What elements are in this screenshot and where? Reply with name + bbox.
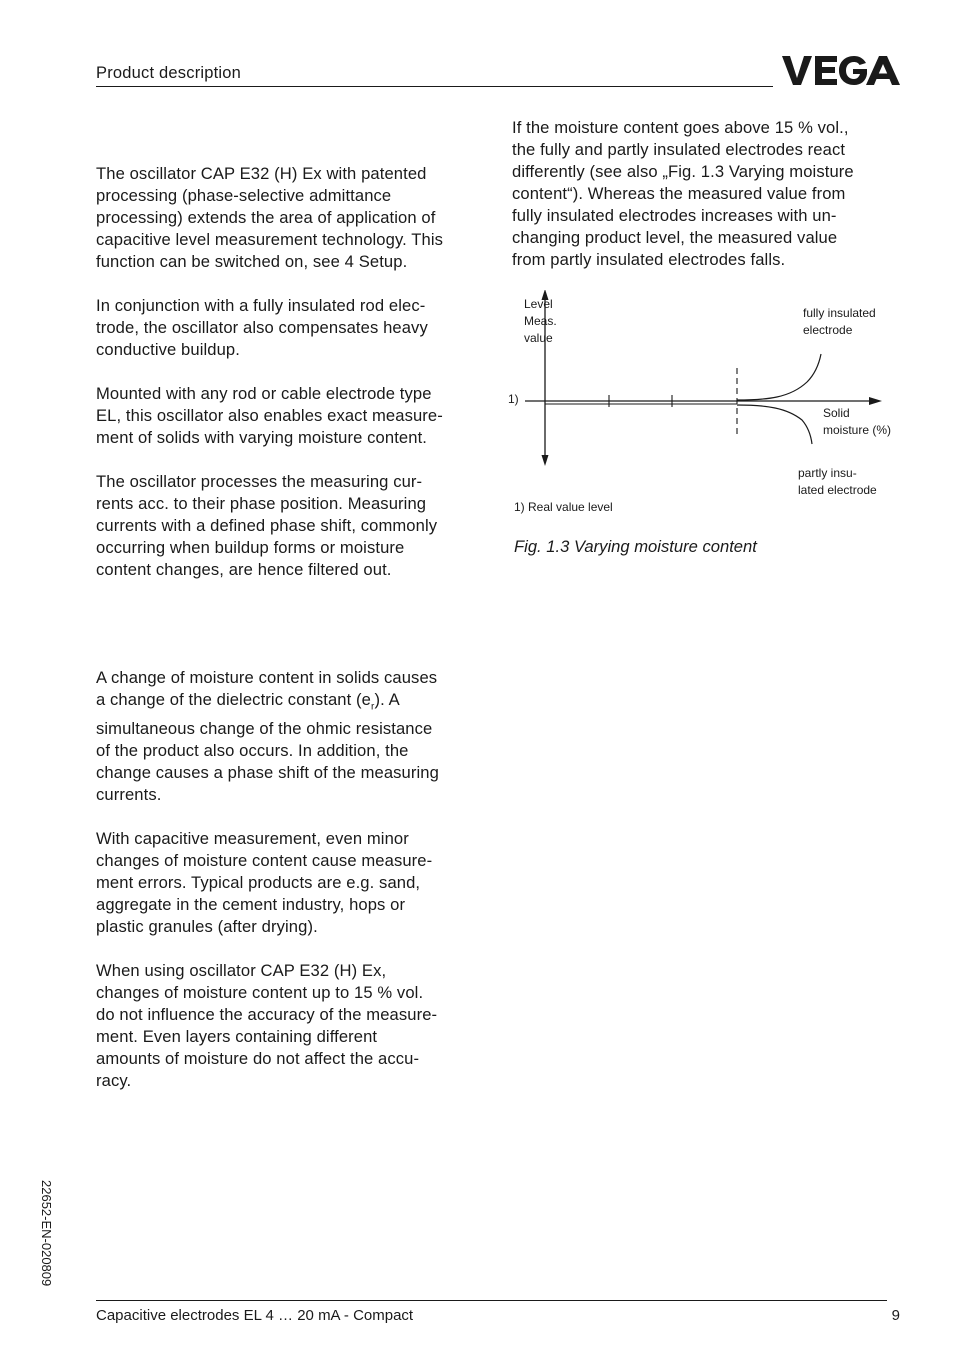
paragraph-dielectric-change bbox=[96, 667, 496, 806]
paragraph-moisture-solids: Mounted with any rod or cable electrode type EL, this oscillator also enables exact measure- ment of solids with varying moisture content. bbox=[96, 384, 443, 447]
real-value-marker: 1) bbox=[508, 392, 519, 406]
figure-footnote: 1) Real value level bbox=[514, 500, 613, 514]
dielectric-text-after: ). A simultaneous change of the ohmic resistance of the product also occurs. In addition, the change causes a phase shift of the measuring currents. bbox=[96, 690, 439, 805]
paragraph-phase-position: The oscillator processes the measuring cur- rents acc. to their phase position. Measuring currents with a defined phase shift, commonly occurring when buildup forms or moisture content changes, are hence filtered out. bbox=[96, 472, 438, 579]
fully-insulated-curve bbox=[737, 354, 821, 400]
partly-insulated-curve bbox=[737, 405, 812, 444]
paragraph-accuracy: When using oscillator CAP E32 (H) Ex, changes of moisture content up to 15 % vol. do not influence the accuracy of the measure- ment. Even layers containing different amounts of moisture do not affect the accu- racy. bbox=[96, 961, 438, 1091]
left-column bbox=[96, 163, 496, 603]
document-number bbox=[40, 1180, 54, 1300]
header-rule bbox=[96, 86, 773, 87]
figure-varying-moisture bbox=[505, 290, 915, 520]
vega-logo bbox=[782, 52, 902, 88]
partly-insulated-label: partly insu- lated electrode bbox=[798, 466, 877, 497]
right-column bbox=[512, 117, 907, 293]
dielectric-text-before: A change of moisture content in solids causes a change of the dielectric constant (e bbox=[96, 668, 438, 709]
left-column-lower bbox=[96, 667, 496, 1114]
footer-rule bbox=[96, 1300, 887, 1301]
paragraph-measurement-errors: With capacitive measurement, even minor changes of moisture content cause measure- ment errors. Typical products are e.g. sand, aggregate in the cement industry, hops or plastic granules (after drying). bbox=[96, 829, 433, 937]
y-axis-arrow-down bbox=[542, 455, 549, 466]
paragraph-phase-selective: The oscillator CAP E32 (H) Ex with patented processing (phase-selective admittance processing) extends the area of application of capacitive level measurement technology. This function can be switched on, see 4 Setup. bbox=[96, 164, 443, 271]
x-axis-arrow bbox=[869, 397, 882, 405]
fully-insulated-label: fully insulated electrode bbox=[803, 306, 876, 337]
x-axis-label: Solid moisture (%) bbox=[823, 406, 892, 437]
page-number: 9 bbox=[891, 1307, 900, 1324]
footer-title: Capacitive electrodes EL 4 … 20 mA - Compact bbox=[96, 1307, 414, 1324]
y-axis-label: Level Meas. value bbox=[524, 297, 557, 345]
dielectric-subscript: r bbox=[371, 701, 375, 713]
document-number-text: 22652-EN-020809 bbox=[39, 1180, 54, 1287]
paragraph-above-15-percent: If the moisture content goes above 15 % vol., the fully and partly insulated electrodes react differently (see also „Fig. 1.3 Varying moisture content“). Whereas the measured value from fully insulated electrodes increases with un- changing product level, the measured value from partly insulated electrodes falls. bbox=[512, 118, 854, 269]
paragraph-buildup: In conjunction with a fully insulated rod elec- trode, the oscillator also compensates heavy conductive buildup. bbox=[96, 296, 428, 359]
figure-caption: Fig. 1.3 Varying moisture content bbox=[514, 537, 757, 556]
header-title: Product description bbox=[96, 64, 242, 82]
